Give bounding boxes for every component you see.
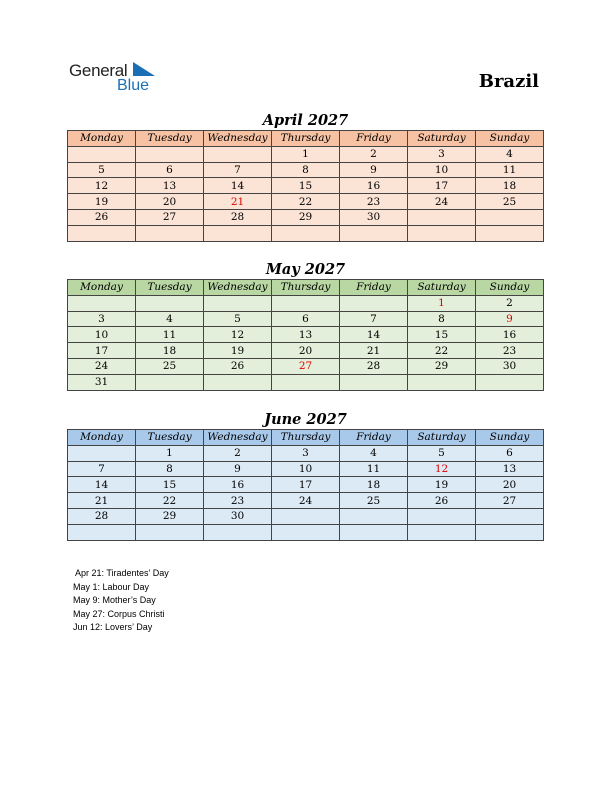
day-cell: 29	[408, 358, 476, 374]
day-cell: 18	[340, 477, 408, 493]
weekday-header-wednesday: Wednesday	[204, 131, 272, 147]
week-row	[68, 461, 544, 477]
day-cell: 15	[136, 477, 204, 493]
day-cell: 14	[340, 327, 408, 343]
holiday-day-cell: 12	[408, 461, 476, 477]
holiday-item: May 9: Mother’s Day	[73, 595, 156, 606]
day-cell: 3	[272, 445, 340, 461]
empty-day-cell	[408, 508, 476, 524]
weekday-header-thursday: Thursday	[272, 131, 340, 147]
empty-day-cell	[68, 445, 136, 461]
day-cell: 3	[408, 146, 476, 162]
holiday-list	[73, 567, 169, 635]
day-cell: 7	[204, 162, 272, 178]
day-cell: 21	[68, 493, 136, 509]
day-cell: 12	[204, 327, 272, 343]
day-cell: 25	[340, 493, 408, 509]
empty-day-cell	[68, 146, 136, 162]
empty-day-cell	[68, 295, 136, 311]
day-cell: 20	[476, 477, 544, 493]
empty-day-cell	[408, 374, 476, 390]
day-cell: 11	[340, 461, 408, 477]
day-cell: 10	[272, 461, 340, 477]
week-row	[68, 358, 544, 374]
month-title: April 2027	[262, 112, 349, 129]
empty-day-cell	[408, 225, 476, 241]
week-row	[68, 225, 544, 241]
weekday-header-wednesday: Wednesday	[204, 280, 272, 296]
day-cell: 7	[340, 311, 408, 327]
weekday-header-tuesday: Tuesday	[136, 131, 204, 147]
calendar-table	[67, 130, 544, 242]
logo-triangle-icon	[133, 62, 155, 76]
week-row	[68, 493, 544, 509]
empty-day-cell	[136, 524, 204, 540]
day-cell: 10	[408, 162, 476, 178]
country-title: Brazil	[478, 71, 539, 92]
week-row	[68, 508, 544, 524]
day-cell: 15	[408, 327, 476, 343]
day-cell: 7	[68, 461, 136, 477]
calendar-table	[67, 279, 544, 391]
holiday-item: Jun 12: Lovers’ Day	[73, 622, 153, 633]
weekday-header-friday: Friday	[340, 430, 408, 446]
day-cell: 22	[408, 343, 476, 359]
holiday-day-cell: 1	[408, 295, 476, 311]
month-april	[67, 111, 544, 242]
month-title: May 2027	[265, 261, 346, 278]
empty-day-cell	[136, 374, 204, 390]
weekday-header-tuesday: Tuesday	[136, 430, 204, 446]
day-cell: 6	[272, 311, 340, 327]
day-cell: 19	[204, 343, 272, 359]
day-cell: 25	[476, 194, 544, 210]
day-cell: 25	[136, 358, 204, 374]
weekday-header-monday: Monday	[68, 131, 136, 147]
week-row	[68, 162, 544, 178]
day-cell: 17	[408, 178, 476, 194]
empty-day-cell	[408, 524, 476, 540]
day-cell: 13	[272, 327, 340, 343]
empty-day-cell	[204, 146, 272, 162]
day-cell: 24	[408, 194, 476, 210]
day-cell: 19	[408, 477, 476, 493]
month-may	[67, 260, 544, 391]
weekday-header-saturday: Saturday	[408, 430, 476, 446]
day-cell: 22	[272, 194, 340, 210]
day-cell: 4	[340, 445, 408, 461]
empty-day-cell	[476, 524, 544, 540]
empty-day-cell	[272, 374, 340, 390]
weekday-header-thursday: Thursday	[272, 280, 340, 296]
empty-day-cell	[272, 295, 340, 311]
weekday-header-monday: Monday	[68, 430, 136, 446]
empty-day-cell	[408, 209, 476, 225]
empty-day-cell	[476, 209, 544, 225]
day-cell: 5	[204, 311, 272, 327]
weekday-header-sunday: Sunday	[476, 430, 544, 446]
day-cell: 10	[68, 327, 136, 343]
day-cell: 11	[476, 162, 544, 178]
weekday-header-sunday: Sunday	[476, 280, 544, 296]
day-cell: 24	[68, 358, 136, 374]
empty-day-cell	[272, 508, 340, 524]
day-cell: 13	[136, 178, 204, 194]
weekday-header-friday: Friday	[340, 280, 408, 296]
logo-general-text: General	[69, 61, 128, 80]
weekday-header-row	[68, 131, 544, 147]
empty-day-cell	[340, 524, 408, 540]
week-row	[68, 343, 544, 359]
week-row	[68, 327, 544, 343]
weekday-header-wednesday: Wednesday	[204, 430, 272, 446]
empty-day-cell	[136, 295, 204, 311]
day-cell: 1	[136, 445, 204, 461]
day-cell: 2	[204, 445, 272, 461]
day-cell: 11	[136, 327, 204, 343]
day-cell: 17	[68, 343, 136, 359]
day-cell: 6	[476, 445, 544, 461]
holiday-item: May 27: Corpus Christi	[73, 608, 165, 619]
empty-day-cell	[136, 146, 204, 162]
day-cell: 1	[272, 146, 340, 162]
day-cell: 30	[340, 209, 408, 225]
month-june	[67, 410, 544, 541]
day-cell: 12	[68, 178, 136, 194]
week-row	[68, 445, 544, 461]
day-cell: 8	[272, 162, 340, 178]
day-cell: 29	[272, 209, 340, 225]
empty-day-cell	[272, 225, 340, 241]
week-row	[68, 295, 544, 311]
day-cell: 16	[340, 178, 408, 194]
day-cell: 29	[136, 508, 204, 524]
calendar-table	[67, 429, 544, 541]
empty-day-cell	[68, 225, 136, 241]
day-cell: 21	[340, 343, 408, 359]
day-cell: 4	[136, 311, 204, 327]
week-row	[68, 194, 544, 210]
week-row	[68, 477, 544, 493]
holiday-item: Apr 21: Tiradentes’ Day	[75, 568, 169, 578]
day-cell: 26	[68, 209, 136, 225]
empty-day-cell	[476, 374, 544, 390]
logo-blue-text: Blue	[117, 77, 150, 94]
day-cell: 23	[204, 493, 272, 509]
day-cell: 6	[136, 162, 204, 178]
day-cell: 18	[476, 178, 544, 194]
day-cell: 23	[340, 194, 408, 210]
day-cell: 28	[204, 209, 272, 225]
day-cell: 2	[340, 146, 408, 162]
day-cell: 19	[68, 194, 136, 210]
day-cell: 28	[68, 508, 136, 524]
empty-day-cell	[340, 374, 408, 390]
day-cell: 9	[340, 162, 408, 178]
empty-day-cell	[340, 508, 408, 524]
day-cell: 15	[272, 178, 340, 194]
day-cell: 16	[204, 477, 272, 493]
week-row	[68, 178, 544, 194]
day-cell: 16	[476, 327, 544, 343]
day-cell: 3	[68, 311, 136, 327]
generalblue-logo	[69, 61, 169, 97]
empty-day-cell	[340, 295, 408, 311]
day-cell: 28	[340, 358, 408, 374]
empty-day-cell	[204, 374, 272, 390]
week-row	[68, 209, 544, 225]
empty-day-cell	[476, 508, 544, 524]
weekday-header-thursday: Thursday	[272, 430, 340, 446]
month-title: June 2027	[264, 411, 347, 428]
day-cell: 5	[68, 162, 136, 178]
day-cell: 9	[204, 461, 272, 477]
week-row	[68, 311, 544, 327]
day-cell: 31	[68, 374, 136, 390]
day-cell: 23	[476, 343, 544, 359]
empty-day-cell	[476, 225, 544, 241]
day-cell: 24	[272, 493, 340, 509]
day-cell: 26	[204, 358, 272, 374]
empty-day-cell	[204, 225, 272, 241]
empty-day-cell	[136, 225, 204, 241]
empty-day-cell	[340, 225, 408, 241]
day-cell: 14	[204, 178, 272, 194]
day-cell: 4	[476, 146, 544, 162]
day-cell: 27	[476, 493, 544, 509]
day-cell: 13	[476, 461, 544, 477]
weekday-header-saturday: Saturday	[408, 280, 476, 296]
weekday-header-tuesday: Tuesday	[136, 280, 204, 296]
weekday-header-saturday: Saturday	[408, 131, 476, 147]
day-cell: 26	[408, 493, 476, 509]
day-cell: 30	[204, 508, 272, 524]
empty-day-cell	[204, 295, 272, 311]
holiday-day-cell: 27	[272, 358, 340, 374]
day-cell: 17	[272, 477, 340, 493]
holiday-day-cell: 9	[476, 311, 544, 327]
week-row	[68, 374, 544, 390]
holiday-day-cell: 21	[204, 194, 272, 210]
day-cell: 20	[136, 194, 204, 210]
day-cell: 8	[408, 311, 476, 327]
weekday-header-monday: Monday	[68, 280, 136, 296]
empty-day-cell	[68, 524, 136, 540]
empty-day-cell	[272, 524, 340, 540]
holiday-item: May 1: Labour Day	[73, 581, 150, 592]
day-cell: 20	[272, 343, 340, 359]
day-cell: 8	[136, 461, 204, 477]
week-row	[68, 146, 544, 162]
weekday-header-row	[68, 430, 544, 446]
day-cell: 22	[136, 493, 204, 509]
day-cell: 2	[476, 295, 544, 311]
weekday-header-sunday: Sunday	[476, 131, 544, 147]
week-row	[68, 524, 544, 540]
weekday-header-row	[68, 280, 544, 296]
day-cell: 5	[408, 445, 476, 461]
day-cell: 14	[68, 477, 136, 493]
empty-day-cell	[204, 524, 272, 540]
day-cell: 30	[476, 358, 544, 374]
day-cell: 18	[136, 343, 204, 359]
weekday-header-friday: Friday	[340, 131, 408, 147]
day-cell: 27	[136, 209, 204, 225]
